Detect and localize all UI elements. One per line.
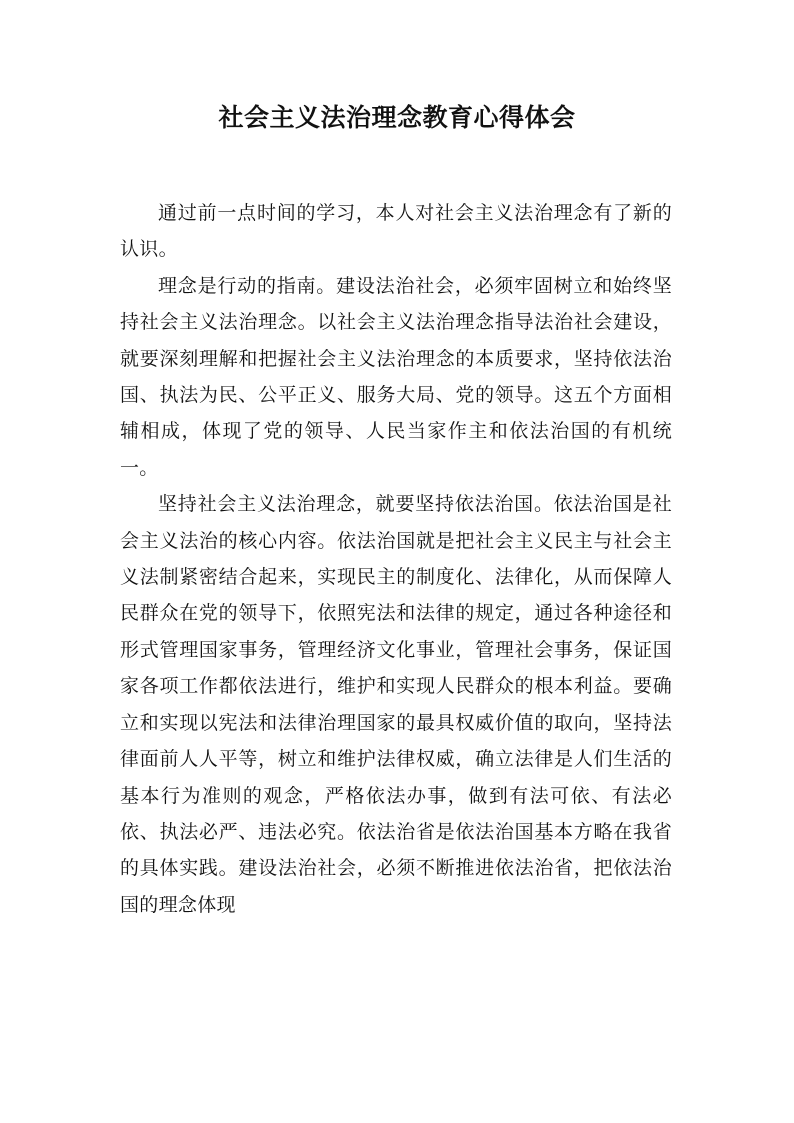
paragraph-2: 理念是行动的指南。建设法治社会，必须牢固树立和始终坚持社会主义法治理念。以社会主义法治理念指导法治社会建设，就要深刻理解和把握社会主义法治理念的本质要求，坚持依法治国、执法为民、公平正义、服务大局、党的领导。这五个方面相辅相成，体现了党的领导、人民当家作主和依法治国的有机统一。 <box>120 274 672 479</box>
paragraph-1: 通过前一点时间的学习，本人对社会主义法治理念有了新的认识。 <box>120 202 672 261</box>
document-title: 社会主义法治理念教育心得体会 <box>218 103 576 132</box>
paragraph-3: 坚持社会主义法治理念，就要坚持依法治国。依法治国是社会主义法治的核心内容。依法治国就是把社会主义民主与社会主义法制紧密结合起来，实现民主的制度化、法律化，从而保障人民群众在党的领导下，依照宪法和法律的规定，通过各种途径和形式管理国家事务，管理经济文化事业，管理社会事务，保证国家各项工作都依法进行，维护和实现人民群众的根本利益。要确立和实现以宪法和法律治理国家的最具权威价值的取向，坚持法律面前人人平等，树立和维护法律权威，确立法律是人们生活的基本行为准则的观念，严格依法办事，做到有法可依、有法必依、执法必严、违法必究。依法治省是依法治国基本方略在我省的具体实践。建设法治社会，必须不断推进依法治省，把依法治国的理念体现 <box>120 493 672 916</box>
document-body <box>120 195 672 923</box>
